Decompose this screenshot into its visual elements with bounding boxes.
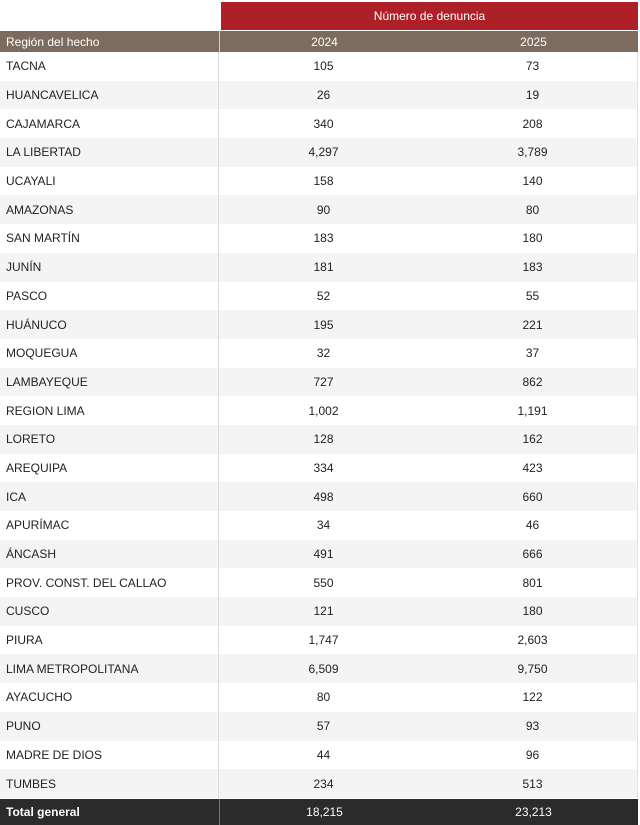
value-2025-cell: 660: [428, 482, 638, 511]
value-2025-cell: 666: [428, 540, 638, 569]
table-row: [0, 138, 638, 167]
value-2025-cell: 46: [428, 511, 638, 540]
table-row: [0, 511, 638, 540]
table-row: [0, 396, 638, 425]
table-row: [0, 568, 638, 597]
region-cell: ICA: [0, 482, 219, 511]
region-cell: SAN MARTÍN: [0, 224, 219, 253]
value-2024-cell: 6,509: [308, 661, 339, 676]
value-2024-cell: 32: [316, 346, 331, 361]
table-row: [0, 654, 638, 683]
region-cell: AYACUCHO: [0, 683, 219, 712]
region-cell: TUMBES: [0, 769, 219, 798]
table-row: [0, 81, 638, 110]
value-2025-cell: 55: [428, 282, 638, 311]
value-2025-cell: 801: [428, 568, 638, 597]
region-cell: LORETO: [0, 425, 219, 454]
value-2024-cell: 105: [313, 59, 334, 74]
value-2024-cell: 183: [313, 231, 334, 246]
value-2024-cell: 181: [313, 260, 334, 275]
total-row: [0, 799, 638, 825]
table-body: [0, 52, 638, 798]
column-header-2024: 2024: [311, 34, 338, 49]
value-2025-cell: 80: [428, 195, 638, 224]
value-2024-cell: 4,297: [308, 145, 339, 160]
table-row: [0, 224, 638, 253]
value-2025-cell: 9,750: [428, 654, 638, 683]
region-cell: LA LIBERTAD: [0, 138, 219, 167]
column-header-region: Región del hecho: [0, 31, 220, 52]
value-2024-cell: 34: [316, 518, 331, 533]
value-2025-cell: 1,191: [428, 396, 638, 425]
value-2025-cell: 3,789: [428, 138, 638, 167]
region-cell: HUANCAVELICA: [0, 81, 219, 110]
value-2025-cell: 513: [428, 769, 638, 798]
table-row: [0, 683, 638, 712]
value-2025-cell: 140: [428, 167, 638, 196]
value-2024-cell: 727: [313, 374, 334, 389]
region-cell: REGION LIMA: [0, 396, 219, 425]
table-row: [0, 626, 638, 655]
column-header-row: [0, 31, 638, 52]
region-cell: CUSCO: [0, 597, 219, 626]
group-header: Número de denuncia: [221, 2, 638, 30]
value-2025-cell: 208: [428, 109, 638, 138]
table-row: [0, 454, 638, 483]
table-row: [0, 339, 638, 368]
value-2025-cell: 180: [428, 224, 638, 253]
value-2025-cell: 862: [428, 368, 638, 397]
value-2024-cell: 491: [313, 547, 334, 562]
table-row: [0, 540, 638, 569]
value-2024-cell: 1,747: [308, 633, 339, 648]
table-row: [0, 52, 638, 81]
region-cell: HUÁNUCO: [0, 310, 219, 339]
value-2025-cell: 96: [428, 741, 638, 770]
value-2025-cell: 162: [428, 425, 638, 454]
value-2024-cell: 44: [316, 747, 331, 762]
region-cell: ÁNCASH: [0, 540, 219, 569]
value-2024-cell: 90: [316, 202, 331, 217]
region-cell: PUNO: [0, 712, 219, 741]
value-2024-cell: 340: [313, 116, 334, 131]
value-2025-cell: 221: [428, 310, 638, 339]
value-2024-cell: 334: [313, 460, 334, 475]
value-2025-cell: 73: [428, 52, 638, 81]
value-2024-cell: 158: [313, 174, 334, 189]
value-2024-cell: 498: [313, 489, 334, 504]
region-cell: APURÍMAC: [0, 511, 219, 540]
table-row: [0, 425, 638, 454]
value-2025-cell: 122: [428, 683, 638, 712]
table-row: [0, 109, 638, 138]
value-2025-cell: 37: [428, 339, 638, 368]
value-2024-cell: 121: [313, 604, 334, 619]
value-2025-cell: 180: [428, 597, 638, 626]
region-cell: CAJAMARCA: [0, 109, 219, 138]
region-cell: MADRE DE DIOS: [0, 741, 219, 770]
column-header-2025: 2025: [520, 34, 547, 49]
value-2024-cell: 128: [313, 432, 334, 447]
value-2024-cell: 1,002: [308, 403, 339, 418]
value-2025-cell: 423: [428, 454, 638, 483]
region-cell: AMAZONAS: [0, 195, 219, 224]
region-cell: JUNÍN: [0, 253, 219, 282]
table-row: [0, 741, 638, 770]
value-2025-cell: 93: [428, 712, 638, 741]
value-2024-cell: 52: [316, 288, 331, 303]
table-row: [0, 712, 638, 741]
region-cell: LIMA METROPOLITANA: [0, 654, 219, 683]
value-2024-cell: 195: [313, 317, 334, 332]
value-2025-cell: 19: [428, 81, 638, 110]
table-row: [0, 167, 638, 196]
table-row: [0, 482, 638, 511]
total-label: Total general: [0, 799, 220, 825]
value-2024-cell: 550: [313, 575, 334, 590]
region-cell: TACNA: [0, 52, 219, 81]
region-cell: PROV. CONST. DEL CALLAO: [0, 568, 219, 597]
value-2024-cell: 26: [316, 88, 331, 103]
total-2025: 23,213: [515, 805, 552, 819]
value-2024-cell: 234: [313, 776, 334, 791]
table-row: [0, 253, 638, 282]
region-cell: PASCO: [0, 282, 219, 311]
table-row: [0, 195, 638, 224]
table-row: [0, 769, 638, 798]
value-2024-cell: 80: [316, 690, 331, 705]
region-cell: AREQUIPA: [0, 454, 219, 483]
region-cell: PIURA: [0, 626, 219, 655]
table-row: [0, 282, 638, 311]
table-row: [0, 310, 638, 339]
region-cell: UCAYALI: [0, 167, 219, 196]
value-2024-cell: 57: [316, 719, 331, 734]
table-row: [0, 597, 638, 626]
region-cell: MOQUEGUA: [0, 339, 219, 368]
region-cell: LAMBAYEQUE: [0, 368, 219, 397]
total-2024: 18,215: [306, 805, 343, 819]
table-row: [0, 368, 638, 397]
value-2025-cell: 183: [428, 253, 638, 282]
value-2025-cell: 2,603: [428, 626, 638, 655]
